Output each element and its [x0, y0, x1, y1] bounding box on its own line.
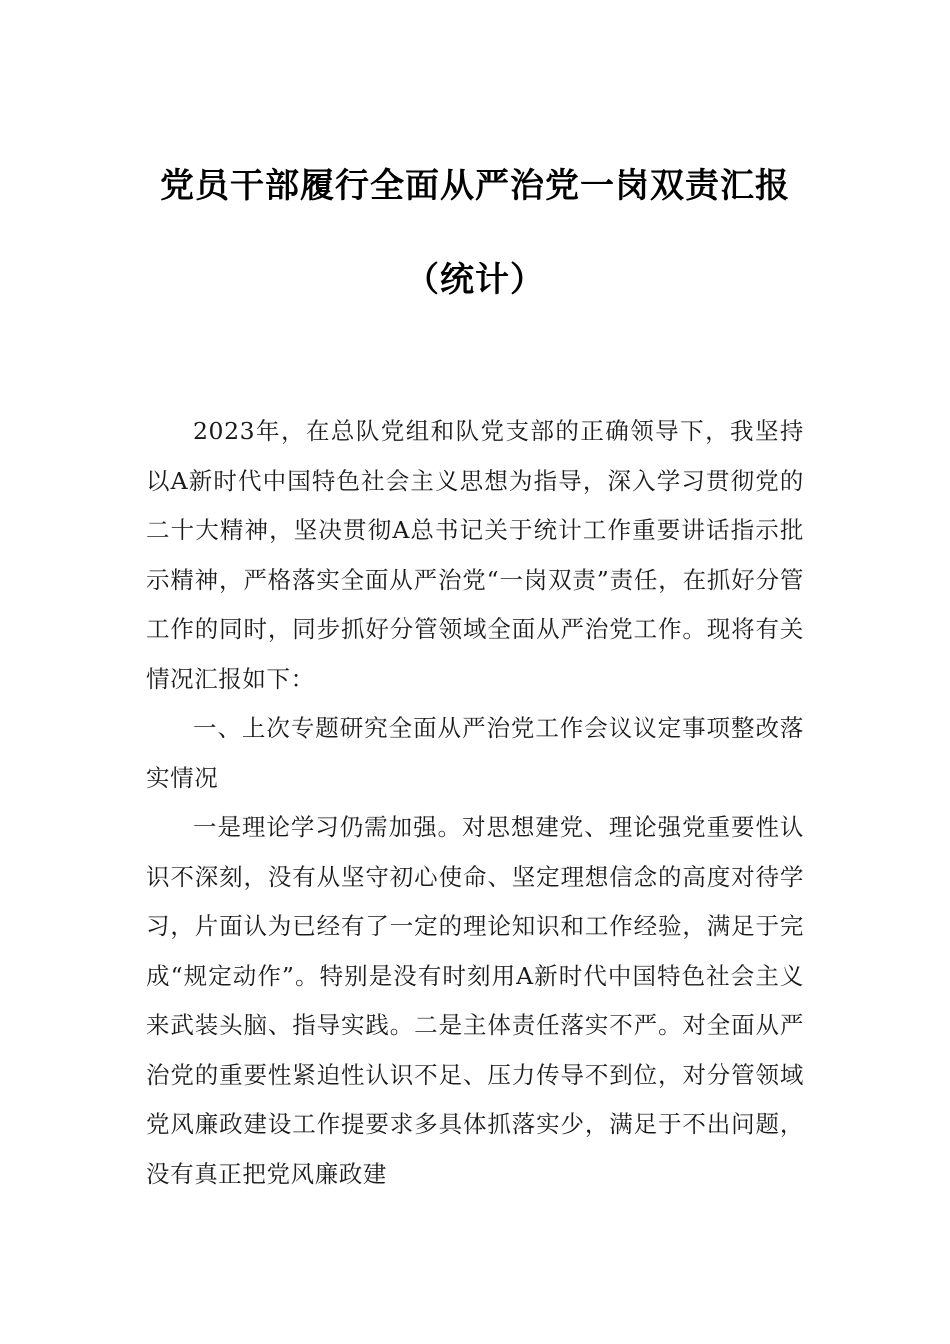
document-subtitle: （统计） [405, 260, 545, 300]
paragraph-section-heading: 一、上次专题研究全面从严治党工作会议议定事项整改落实情况 [146, 714, 804, 792]
paragraph-intro: 2023年，在总队党组和队党支部的正确领导下，我坚持以A新时代中国特色社会主义思想为指导，深入学习贯彻党的二十大精神，坚决贯彻A总书记关于统计工作重要讲话指示批示精神，严格落实全面从严治党“一岗双责”责任，在抓好分管工作的同时，同步抓好分管领域全面从严治党工作。现将有关情况汇报如下： [146, 417, 804, 693]
paragraph-issues: 一是理论学习仍需加强。对思想建党、理论强党重要性认识不深刻，没有从坚守初心使命、坚定理想信念的高度对待学习，片面认为已经有了一定的理论知识和工作经验，满足于完成“规定动作”。特别是没有时刻用A新时代中国特色社会主义来武装头脑、指导实践。二是主体责任落实不严。对全面从严治党的重要性紧迫性认识不足、压力传导不到位，对分管领域党风廉政建设工作提要求多具体抓落实少，满足于不出问题，没有真正把党风廉政建 [146, 813, 804, 1188]
document-title: 党员干部履行全面从严治党一岗双责汇报 [160, 166, 790, 206]
document-body [146, 407, 804, 1199]
